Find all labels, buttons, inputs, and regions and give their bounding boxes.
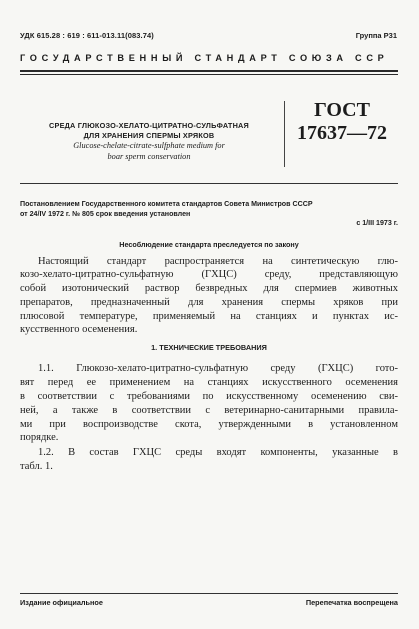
title-ru-line1: СРЕДА ГЛЮКОЗО-ХЕЛАТО-ЦИТРАТНО-СУЛЬФАТНАЯ (49, 121, 249, 130)
law-warning: Несоблюдение стандарта преследуется по закону (119, 240, 299, 249)
p1-line: 1.1. Глюкозо-хелато-цитратно-сульфатную среду (ГХЦС) гото- (38, 363, 398, 374)
p1-line: ми при воспроизводстве скота, утвержденными в установленном (20, 419, 398, 430)
header-rule-thin (20, 74, 398, 75)
udk-code: УДК 615.28 : 619 : 611-013.11(083.74) (20, 31, 154, 40)
gost-label: ГОСТ (314, 99, 370, 121)
footer-official-edition: Издание официальное (20, 598, 103, 607)
footer-rule (20, 593, 398, 594)
title-en-line2: boar sperm conservation (107, 152, 191, 161)
intro-line: плюсовой температуре, применяемый на станциях и пунктах ис- (20, 311, 398, 322)
intro-line: козо-хелато-цитратно-сульфатную (ГХЦС) среду, представляющую (20, 269, 398, 280)
footer-reprint-prohibited: Перепечатка воспрещена (305, 598, 398, 607)
decree-rule (20, 183, 398, 184)
intro-line: препаратов, предназначенный для хранения спермы хряков при (20, 297, 398, 308)
gost-number: 17637—72 (297, 122, 387, 144)
p1-line: в соответствии с требованиями по искусственному осеменению сви- (20, 391, 398, 402)
intro-line: собой изотонический раствор безвредных для спермиев животных (20, 283, 398, 294)
p1-line: вят перед ее применением на станциях искусственного осеменения (20, 377, 398, 388)
gov-standard-banner: ГОСУДАРСТВЕННЫЙ СТАНДАРТ СОЮЗА ССР (20, 53, 389, 63)
header-rule-thick (20, 70, 398, 72)
group-code: Группа Р31 (355, 31, 397, 40)
decree-line1: Постановлением Государственного комитета стандартов Совета Министров СССР (20, 200, 313, 208)
title-ru-line2: ДЛЯ ХРАНЕНИЯ СПЕРМЫ ХРЯКОВ (83, 131, 215, 140)
title-divider (284, 101, 285, 167)
intro-line: Настоящий стандарт распространяется на синтетическую глю- (38, 256, 398, 267)
intro-line: кусственного осеменения. (20, 324, 138, 335)
p2-line: 1.2. В состав ГХЦС среды входят компоненты, указанные в (38, 447, 398, 458)
decree-line2: от 24/IV 1972 г. № 805 срок введения установлен (20, 210, 191, 218)
decree-effective-date: с 1/III 1973 г. (356, 219, 398, 227)
section-title: 1. ТЕХНИЧЕСКИЕ ТРЕБОВАНИЯ (151, 343, 267, 352)
p1-line: ней, а также в соответствии с ветеринарно-санитарными правила- (20, 405, 398, 416)
title-en-line1: Glucose-chelate-citrate-sulfphate medium for (73, 141, 225, 150)
p1-line: порядке. (20, 432, 59, 443)
p2-line: табл. 1. (20, 461, 53, 472)
